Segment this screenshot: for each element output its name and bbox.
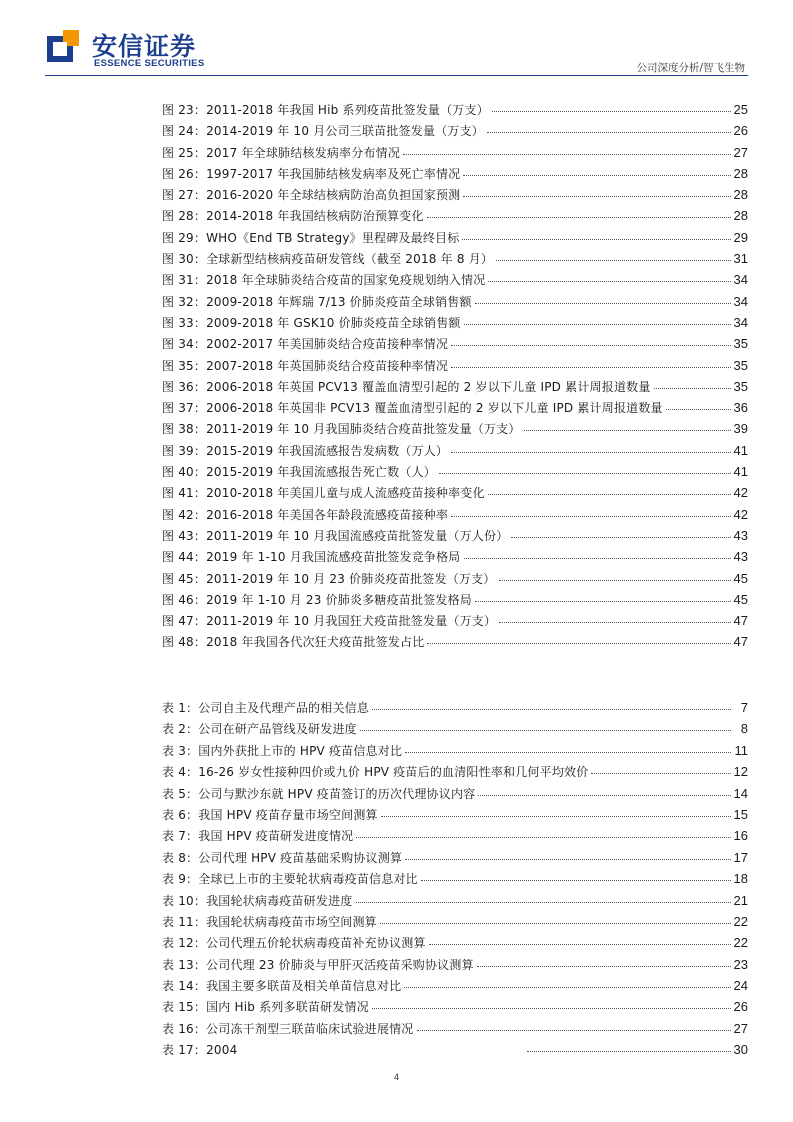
figure-toc-entry[interactable] (162, 610, 748, 631)
figure-toc-entry-page: 36 (733, 400, 748, 416)
figure-toc-entry[interactable] (162, 142, 748, 163)
leader-dots (403, 145, 730, 155)
figure-toc-entry[interactable] (162, 163, 748, 184)
logo-en-text: ESSENCE SECURITIES (94, 58, 205, 69)
leader-dots (492, 102, 731, 112)
figure-toc-entry-page: 26 (733, 123, 748, 139)
figure-toc-entry-label: 图 33：2009-2018 年 GSK10 价肺炎疫苗全球销售额 (162, 315, 461, 330)
table-toc-entry-page: 22 (733, 913, 748, 929)
leader-dots (499, 613, 730, 623)
leader-dots (451, 507, 730, 517)
figure-toc-entry[interactable] (162, 418, 748, 439)
table-toc-entry[interactable] (162, 954, 748, 975)
table-toc-entry-label: 表 8：公司代理 HPV 疫苗基础采购协议测算 (162, 850, 403, 865)
leader-dots (488, 485, 731, 495)
table-toc-entry-page: 24 (733, 978, 748, 994)
figure-toc-entry[interactable] (162, 333, 748, 354)
leader-dots (654, 379, 731, 389)
table-toc-entry-label: 表 9：全球已上市的主要轮状病毒疫苗信息对比 (162, 872, 418, 887)
leader-dots (381, 807, 731, 817)
figure-toc-entry-label: 图 46：2019 年 1-10 月 23 价肺炎多糖疫苗批签发格局 (162, 592, 473, 607)
figure-toc-entry[interactable] (162, 355, 748, 376)
table-toc-entry-label: 表 4：16-26 岁女性接种四价或九价 HPV 疫苗后的血清阳性率和几何平均效价 (162, 765, 589, 780)
figure-toc-entry-page: 28 (733, 208, 748, 224)
leader-dots (439, 464, 731, 474)
figure-toc-entry[interactable] (162, 631, 748, 652)
figure-toc-entry-page: 29 (733, 229, 748, 245)
figure-toc-entry-page: 28 (733, 187, 748, 203)
leader-dots (487, 123, 731, 133)
table-toc-entry[interactable] (162, 932, 748, 953)
table-toc-entry[interactable] (162, 697, 748, 718)
table-toc-entry-page: 26 (733, 999, 748, 1015)
leader-dots (511, 528, 730, 538)
figures-toc-list (162, 99, 748, 653)
figure-toc-entry[interactable] (162, 525, 748, 546)
figure-toc-entry-label: 图 39：2015-2019 年我国流感报告发病数（万人） (162, 443, 449, 458)
leader-dots (475, 294, 731, 304)
leader-dots (404, 978, 730, 988)
leader-dots (405, 743, 731, 753)
figure-toc-entry-page: 35 (733, 357, 748, 373)
leader-dots (478, 786, 730, 796)
table-toc-entry-label: 表 16：公司冻干剂型三联苗临床试验进展情况 (162, 1021, 414, 1036)
leader-dots (429, 935, 731, 945)
figure-toc-entry[interactable] (162, 99, 748, 120)
page-number: 4 (393, 1072, 399, 1082)
leader-dots (372, 700, 731, 710)
leader-dots (499, 571, 731, 581)
essence-logo-icon (45, 28, 81, 64)
figure-toc-entry[interactable] (162, 248, 748, 269)
figure-toc-entry-label: 图 41：2010-2018 年美国儿童与成人流感疫苗接种率变化 (162, 486, 485, 501)
figure-toc-entry-page: 41 (733, 464, 748, 480)
figure-toc-entry-page: 43 (733, 549, 748, 565)
table-toc-entry[interactable] (162, 996, 748, 1017)
figure-toc-entry-label: 图 48：2018 年我国各代次狂犬疫苗批签发占比 (162, 635, 425, 650)
figure-toc-entry-page: 25 (733, 102, 748, 117)
figure-toc-entry[interactable] (162, 589, 748, 610)
table-toc-entry[interactable] (162, 804, 748, 825)
figure-toc-entry-page: 35 (733, 378, 748, 394)
figure-toc-entry-label: 图 47：2011-2019 年 10 月我国狂犬疫苗批签发量（万支） (162, 614, 497, 629)
figure-toc-entry[interactable] (162, 120, 748, 141)
figure-toc-entry[interactable] (162, 440, 748, 461)
table-toc-entry-label: 表 7：我国 HPV 疫苗研发进度情况 (162, 829, 354, 844)
table-toc-entry-page: 23 (733, 956, 748, 972)
table-toc-entry-page: 18 (733, 871, 748, 887)
figure-toc-entry-page: 41 (733, 442, 748, 458)
figure-toc-entry[interactable] (162, 184, 748, 205)
table-toc-entry-page: 15 (733, 806, 748, 822)
table-toc-entry-page: 17 (733, 849, 748, 865)
figure-toc-entry-page: 34 (733, 314, 748, 330)
figure-toc-entry[interactable] (162, 546, 748, 567)
table-toc-entry[interactable] (162, 761, 748, 782)
figure-toc-entry[interactable] (162, 312, 748, 333)
table-toc-entry[interactable] (162, 975, 748, 996)
table-toc-entry[interactable] (162, 1018, 748, 1039)
figure-toc-entry-label: 图 32：2009-2018 年辉瑞 7/13 价肺炎疫苗全球销售额 (162, 294, 472, 309)
figure-toc-entry[interactable] (162, 504, 748, 525)
figure-toc-entry-page: 43 (733, 527, 748, 543)
table-toc-entry[interactable] (162, 740, 748, 761)
figure-toc-entry-label: 图 34：2002-2017 年美国肺炎结合疫苗接种率情况 (162, 337, 449, 352)
figure-toc-entry-label: 图 24：2014-2019 年 10 月公司三联苗批签发量（万支） (162, 124, 485, 139)
figure-toc-entry-page: 42 (733, 506, 748, 522)
figure-toc-entry[interactable] (162, 568, 748, 589)
table-toc-entry-page: 7 (740, 700, 748, 715)
figure-toc-entry-label: 图 37：2006-2018 年英国非 PCV13 覆盖血清型引起的 2 岁以下儿童 IPD 累计周报道数量 (162, 401, 663, 416)
figure-toc-entry-page: 27 (733, 144, 748, 160)
table-toc-entry-page: 30 (733, 1042, 748, 1058)
table-toc-entry-label: 表 14：我国主要多联苗及相关单苗信息对比 (162, 979, 402, 994)
logo-cn-text: 安信证券 (92, 32, 197, 61)
figure-toc-entry-page: 42 (733, 485, 748, 501)
leader-dots (356, 828, 730, 838)
table-toc-entry-label: 表 2：公司在研产品管线及研发进度 (162, 722, 357, 737)
figure-toc-entry[interactable] (162, 482, 748, 503)
figure-toc-entry-label: 图 26：1997-2017 年我国肺结核发病率及死亡率情况 (162, 166, 461, 181)
figure-toc-entry[interactable] (162, 205, 748, 226)
figure-toc-entry-label: 图 38：2011-2019 年 10 月我国肺炎结合疫苗批签发量（万支） (162, 422, 521, 437)
table-toc-entry-label: 表 6：我国 HPV 疫苗存量市场空间测算 (162, 807, 378, 822)
figure-toc-entry-label: 图 42：2016-2018 年美国各年龄段流感疫苗接种率 (162, 507, 449, 522)
table-toc-entry-label: 表 10：我国轮状病毒疫苗研发进度 (162, 893, 353, 908)
leader-dots (463, 187, 730, 197)
figure-toc-entry-label: 图 29：WHO《End TB Strategy》里程碑及最终目标 (162, 230, 460, 245)
table-toc-entry-page: 11 (734, 742, 748, 758)
leader-dots (524, 421, 731, 431)
table-toc-entry-page: 14 (733, 785, 748, 801)
figure-toc-entry-label: 图 43：2011-2019 年 10 月我国流感疫苗批签发量（万人份） (162, 528, 509, 543)
leader-dots (464, 315, 731, 325)
figure-toc-entry[interactable] (162, 397, 748, 418)
figure-toc-entry-page: 34 (733, 272, 748, 288)
leader-dots (463, 166, 730, 176)
figure-toc-entry-label: 图 23：2011-2018 年我国 Hib 系列疫苗批签发量（万支） (162, 103, 489, 117)
table-toc-entry-page: 22 (733, 935, 748, 951)
table-toc-entry-page: 21 (733, 892, 748, 908)
leader-dots (477, 957, 731, 967)
figure-toc-entry-label: 图 30：全球新型结核病疫苗研发管线（截至 2018 年 8 月） (162, 252, 494, 267)
figure-toc-entry-page: 39 (733, 421, 748, 437)
table-toc-entry-page: 16 (733, 828, 748, 844)
leader-dots (462, 230, 730, 240)
table-toc-entry-label: 表 1：公司自主及代理产品的相关信息 (162, 701, 370, 715)
figure-toc-entry-page: 28 (733, 165, 748, 181)
figure-toc-entry-page: 34 (733, 293, 748, 309)
leader-dots (427, 208, 731, 218)
figure-toc-entry[interactable] (162, 461, 748, 482)
table-toc-entry[interactable] (162, 1039, 748, 1060)
report-category: 公司深度分析/智飞生物 (636, 62, 745, 74)
table-toc-entry-page: 12 (733, 764, 748, 780)
leader-dots (360, 721, 731, 731)
table-toc-entry[interactable] (162, 911, 748, 932)
figure-toc-entry-label: 图 35：2007-2018 年英国肺炎结合疫苗接种率情况 (162, 358, 449, 373)
table-toc-entry[interactable] (162, 868, 748, 889)
table-toc-entry-page: 8 (740, 721, 748, 737)
figure-toc-entry[interactable] (162, 269, 748, 290)
table-toc-entry-label: 表 17：2004 (162, 1043, 238, 1058)
leader-dots (496, 251, 730, 261)
header-divider (45, 75, 748, 76)
figure-toc-entry-label: 图 27：2016-2020 年全球结核病防治高负担国家预测 (162, 188, 461, 203)
figure-toc-entry-page: 35 (733, 336, 748, 352)
figure-toc-entry-label: 图 31：2018 年全球肺炎结合疫苗的国家免疫规划纳入情况 (162, 273, 486, 288)
figure-toc-entry[interactable] (162, 291, 748, 312)
figure-toc-entry-label: 图 25：2017 年全球肺结核发病率分布情况 (162, 145, 401, 160)
table-toc-entry-page: 27 (733, 1020, 748, 1036)
leader-dots (427, 634, 730, 644)
figure-toc-entry-page: 47 (733, 613, 748, 629)
figure-toc-entry-label: 图 45：2011-2019 年 10 月 23 价肺炎疫苗批签发（万支） (162, 571, 496, 586)
tables-toc-list (162, 697, 748, 1061)
figure-toc-entry[interactable] (162, 376, 748, 397)
leader-dots (666, 400, 731, 410)
leader-dots (451, 336, 730, 346)
figure-toc-entry-page: 45 (733, 591, 748, 607)
leader-dots (451, 443, 730, 453)
table-toc-entry-label: 表 13：公司代理 23 价肺炎与甲肝灭活疫苗采购协议测算 (162, 957, 474, 972)
table-toc-entry-label: 表 12：公司代理五价轮状病毒疫苗补充协议测算 (162, 936, 426, 951)
figure-toc-entry[interactable] (162, 227, 748, 248)
leader-dots (464, 549, 731, 559)
table-toc-entry-label: 表 15：国内 Hib 系列多联苗研发情况 (162, 1000, 369, 1015)
figure-toc-entry-label: 图 36：2006-2018 年英国 PCV13 覆盖血清型引起的 2 岁以下儿童 IPD 累计周报道数量 (162, 379, 651, 394)
table-toc-entry[interactable] (162, 847, 748, 868)
leader-dots (405, 850, 730, 860)
leader-dots (356, 893, 731, 903)
leader-dots (417, 1021, 731, 1031)
table-toc-entry[interactable] (162, 890, 748, 911)
figure-toc-entry-label: 图 44：2019 年 1-10 月我国流感疫苗批签发竞争格局 (162, 550, 461, 565)
table-toc-entry[interactable] (162, 718, 748, 739)
leader-dots (372, 999, 731, 1009)
table-toc-entry-label: 表 11：我国轮状病毒疫苗市场空间测算 (162, 914, 377, 929)
leader-dots (475, 592, 731, 602)
table-toc-entry[interactable] (162, 783, 748, 804)
figure-toc-entry-page: 47 (733, 634, 748, 650)
table-toc-entry[interactable] (162, 825, 748, 846)
leader-dots (421, 871, 731, 881)
figure-toc-entry-page: 45 (733, 570, 748, 586)
leader-dots (380, 914, 731, 924)
leader-dots (527, 1042, 730, 1052)
table-toc-entry-label: 表 3：国内外获批上市的 HPV 疫苗信息对比 (162, 743, 403, 758)
leader-dots (591, 764, 730, 774)
leader-dots (451, 358, 730, 368)
figure-toc-entry-page: 31 (733, 251, 748, 267)
table-toc-entry-label: 表 5：公司与默沙东就 HPV 疫苗签订的历次代理协议内容 (162, 786, 476, 801)
figure-toc-entry-label: 图 28：2014-2018 年我国结核病防治预算变化 (162, 209, 424, 224)
figure-toc-entry-label: 图 40：2015-2019 年我国流感报告死亡数（人） (162, 465, 436, 480)
leader-dots (488, 272, 730, 282)
page-header (0, 0, 793, 78)
